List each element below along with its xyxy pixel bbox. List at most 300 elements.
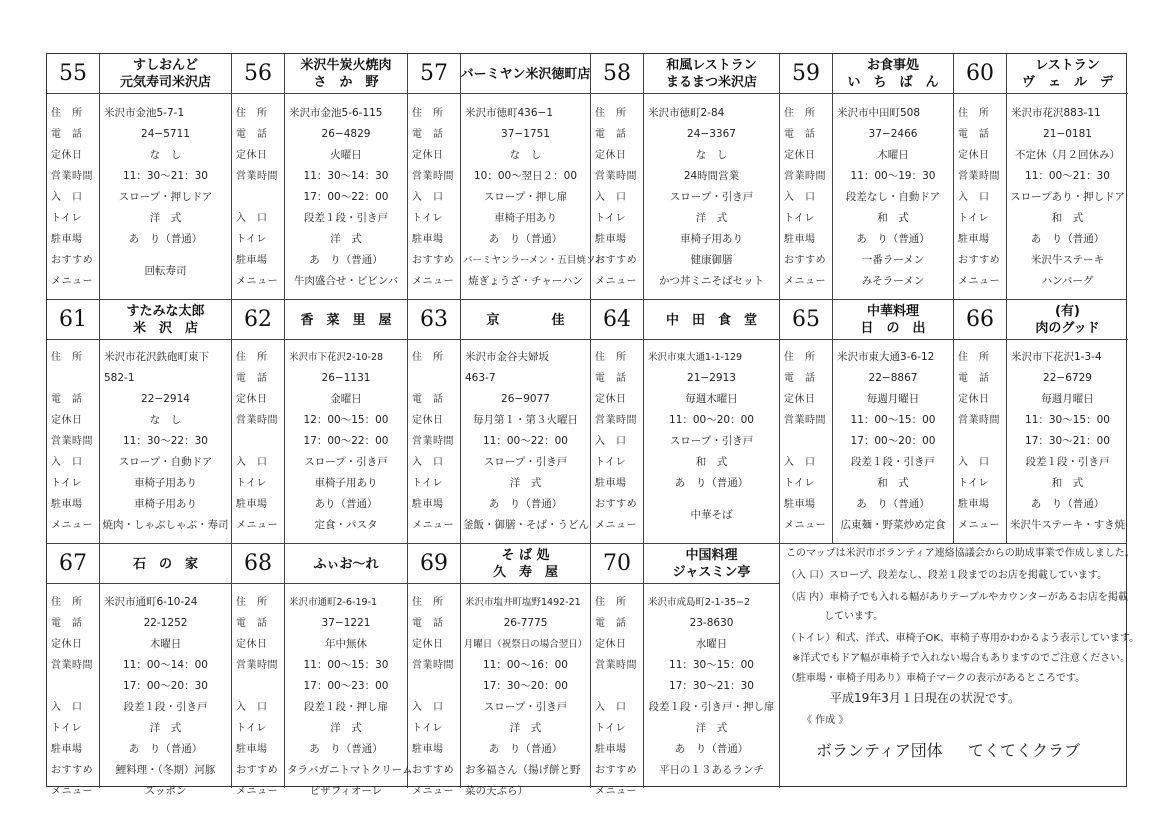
field-value: お多福さん（揚げ餅と野 (465, 764, 581, 776)
field-value: 米沢市徳町436−1 (465, 107, 554, 119)
field-value: 火曜日 (330, 149, 362, 161)
field-value: 米沢市通町6-10-24 (104, 596, 198, 608)
field-label-column (954, 94, 1007, 299)
shop-header (408, 54, 590, 94)
field-label: トイレ (595, 723, 626, 734)
field-value: スロープ・押しドア (118, 191, 213, 203)
field-value-column (833, 94, 953, 299)
field-value-column (833, 340, 953, 543)
shop-name-line: ふぃお〜れ (313, 556, 379, 572)
field-label: おすすめ (236, 765, 279, 776)
field-value: 米沢牛ステーキ・すき焼 (1009, 519, 1126, 531)
shop-name-line: (有) (1055, 304, 1080, 319)
field-value: 健康御膳 (690, 254, 733, 266)
field-value: スロープ・自動ドア (118, 456, 213, 468)
field-label: 営業時間 (51, 660, 93, 671)
shop-header (780, 54, 953, 94)
field-value: あ り（普通） (674, 743, 749, 755)
field-label: おすすめ (595, 765, 638, 776)
field-label: メニュー (236, 786, 278, 797)
field-value: 洋 式 (330, 722, 362, 734)
field-label: 住 所 (412, 108, 444, 119)
field-value: 17：30〜21：30 (669, 680, 754, 692)
shop-number: 62 (232, 300, 285, 340)
field-value: 月曜日（祝祭日の場合翌日） (463, 639, 588, 650)
field-value-column (644, 340, 779, 543)
field-label: 定休日 (958, 150, 990, 161)
field-label: トイレ (51, 478, 82, 489)
field-value: スロープ・引き戸 (483, 456, 568, 468)
field-label-column (780, 94, 833, 299)
field-label-column (591, 94, 644, 299)
field-value: あ り（普通） (309, 254, 383, 266)
field-value: あ り（普通） (128, 233, 203, 245)
field-value: 和 式 (877, 212, 909, 224)
shop-card (232, 54, 408, 299)
field-label: おすすめ (595, 255, 638, 266)
field-value-column (644, 94, 779, 299)
field-value: 洋 式 (149, 722, 182, 734)
field-value: 17：30〜21：00 (1025, 435, 1110, 447)
field-value: 11：00〜19：30 (850, 170, 936, 182)
field-label: トイレ (236, 478, 267, 489)
note-line: ※洋式でもドア幅が車椅子で入れない場合もありますのでご注意ください。 (792, 653, 1131, 664)
field-label: 定休日 (236, 150, 268, 161)
field-label: 入 口 (784, 192, 816, 203)
field-label: おすすめ (595, 499, 638, 510)
field-label: 営業時間 (412, 171, 454, 182)
field-label: メニュー (784, 276, 826, 287)
field-value: あり（普通） (314, 498, 378, 510)
field-label: メニュー (595, 786, 637, 797)
field-label: 入 口 (51, 702, 83, 713)
field-label: 電 話 (412, 618, 444, 629)
field-value-column (100, 94, 231, 299)
field-value: 洋 式 (509, 477, 542, 489)
field-value: 段差１段・引き戸 (304, 212, 388, 224)
shop-number: 59 (780, 54, 833, 94)
field-label: おすすめ (51, 255, 94, 266)
field-value: スロープ・引き戸 (669, 191, 754, 203)
field-value: ハンバーグ (1041, 275, 1094, 287)
field-label: トイレ (958, 478, 989, 489)
shop-name (644, 54, 779, 94)
field-label: 住 所 (412, 352, 444, 363)
field-label: 定休日 (51, 415, 83, 426)
field-value: 11：00〜21：30 (1025, 170, 1110, 182)
field-label: メニュー (51, 276, 93, 287)
shop-number: 56 (232, 54, 285, 94)
shop-header (954, 54, 1128, 94)
shop-card (591, 544, 780, 797)
field-label: 定休日 (784, 150, 816, 161)
field-value: 米沢市下花沢1-3-4 (1011, 351, 1102, 363)
field-value: 洋 式 (509, 722, 542, 734)
field-label: 駐車場 (51, 499, 83, 510)
field-label: 定休日 (51, 639, 83, 650)
shop-card (232, 544, 413, 797)
shop-number: 66 (954, 300, 1007, 340)
field-value: 洋 式 (149, 212, 182, 224)
field-label: メニュー (595, 276, 637, 287)
field-value: 11：00〜15：30 (303, 659, 389, 671)
field-label: 電 話 (412, 394, 444, 405)
field-label: 電 話 (51, 129, 83, 140)
field-value: 582-1 (104, 372, 135, 384)
field-value-column (461, 584, 590, 797)
field-label: 入 口 (958, 457, 990, 468)
shop-name-line: バーミヤン米沢徳町店 (460, 66, 591, 82)
field-label: メニュー (412, 520, 454, 531)
field-label: 定休日 (595, 639, 627, 650)
field-value: 菜の天ぷら） (465, 785, 528, 797)
field-label: 入 口 (236, 213, 268, 224)
field-value-column (461, 94, 605, 299)
field-label-column (232, 94, 285, 299)
field-label: 住 所 (51, 108, 83, 119)
field-value: 不定休（月２回休み） (1015, 149, 1120, 161)
field-label: 入 口 (412, 192, 444, 203)
field-value-column (285, 584, 413, 797)
field-label: 入 口 (51, 457, 83, 468)
shop-number: 55 (47, 54, 100, 94)
field-value: な し (695, 149, 728, 161)
shop-name-line: 久 寿 屋 (492, 565, 558, 580)
field-label: 営業時間 (51, 436, 93, 447)
field-label: 定休日 (595, 150, 627, 161)
field-value: 米沢牛ステーキ (1030, 254, 1105, 266)
field-label: 入 口 (236, 457, 268, 468)
shop-name-line: 米 沢 店 (132, 321, 198, 336)
shop-name-line: 日 の 出 (860, 321, 926, 336)
shop-header (954, 300, 1128, 340)
shop-number: 58 (591, 54, 644, 94)
field-value: 11：00〜14：00 (123, 659, 208, 671)
field-value: 26−1131 (321, 372, 371, 384)
shop-name (461, 54, 590, 94)
field-label: トイレ (412, 213, 443, 224)
shop-number: 60 (954, 54, 1007, 94)
field-label: 電 話 (51, 394, 83, 405)
shop-header (232, 544, 407, 584)
shop-number: 63 (408, 300, 461, 340)
shop-name-line: ヴ ェ ル デ (1021, 75, 1113, 90)
notes-panel (770, 544, 1140, 788)
field-label: 住 所 (51, 352, 83, 363)
field-value: 車椅子用あり (680, 233, 743, 245)
field-label: 入 口 (595, 192, 627, 203)
field-value: 毎週月曜日 (866, 393, 920, 405)
field-value: みそラーメン (861, 275, 925, 287)
field-value: 米沢市通町2-6-19-1 (289, 597, 378, 608)
field-value: 21−2913 (687, 372, 736, 384)
field-value: 37−1221 (321, 617, 371, 629)
field-label: 住 所 (784, 108, 816, 119)
shop-header (232, 300, 407, 340)
field-label (780, 431, 832, 452)
field-value: 洋 式 (330, 233, 362, 245)
field-value: 24−5711 (141, 128, 190, 140)
field-label-column (232, 584, 285, 797)
field-label: 定休日 (236, 639, 268, 650)
field-value: 11：30〜15：00 (1025, 414, 1110, 426)
shop-number: 64 (591, 300, 644, 340)
field-value: あ り（普通） (856, 498, 930, 510)
field-label: 駐車場 (595, 744, 627, 755)
shop-name-line: 中華料理 (866, 304, 919, 319)
field-label: 入 口 (412, 702, 444, 713)
field-value: あ り（普通） (856, 233, 930, 245)
field-value: 和 式 (1051, 477, 1084, 489)
field-label-column (47, 94, 100, 299)
field-value: 11：30〜15：00 (669, 659, 754, 671)
shop-name (285, 54, 407, 94)
shop-name (285, 300, 407, 340)
field-value: 11：30〜14：30 (303, 170, 389, 182)
field-value: 17：00〜20：00 (850, 435, 936, 447)
shop-number: 61 (47, 300, 100, 340)
field-value: 17：00〜22：00 (303, 435, 389, 447)
field-label: メニュー (412, 786, 454, 797)
field-value: 37−2466 (868, 128, 918, 140)
shop-name-line: お食事処 (866, 58, 919, 73)
field-value: 24−3367 (687, 128, 736, 140)
field-value: 463-7 (465, 372, 496, 384)
field-value: 年中無休 (325, 638, 367, 650)
field-label: メニュー (958, 276, 1000, 287)
field-value: 米沢市花沢鉄砲町東下 (104, 351, 209, 363)
field-label: 電 話 (595, 373, 627, 384)
field-label: 住 所 (595, 597, 627, 608)
field-value: 11：00〜22：00 (483, 435, 568, 447)
field-value: 11：30〜22：30 (123, 435, 208, 447)
field-label: おすすめ (784, 255, 827, 266)
field-label: おすすめ (412, 255, 455, 266)
field-label: 営業時間 (412, 660, 454, 671)
field-label: 営業時間 (958, 171, 1000, 182)
shop-header (780, 300, 953, 340)
shop-card (780, 54, 954, 299)
field-label: メニュー (784, 520, 826, 531)
field-label: 営業時間 (784, 171, 826, 182)
field-value: 車椅子用あり (494, 212, 557, 224)
shop-name-line: そ ば 処 (501, 548, 550, 563)
field-value: スッポン (144, 785, 187, 797)
field-label-column (780, 340, 833, 543)
field-label: トイレ (236, 723, 267, 734)
field-label (591, 676, 643, 697)
field-value: 米沢市金谷夫婦坂 (465, 351, 549, 363)
field-label (47, 676, 99, 697)
field-label: 営業時間 (412, 436, 454, 447)
field-value-column (461, 340, 590, 543)
shop-name-line: 米沢牛炭火焼肉 (300, 58, 392, 73)
field-value: スロープ・押し扉 (483, 191, 568, 203)
field-label: 駐車場 (784, 234, 816, 245)
field-value: な し (149, 149, 182, 161)
shop-header (591, 300, 779, 340)
shop-header (47, 54, 231, 94)
shop-number: 70 (591, 544, 644, 584)
field-label: 電 話 (958, 129, 990, 140)
field-value: 鯉料理・（冬期）河豚 (115, 764, 216, 776)
field-label: 電 話 (958, 373, 990, 384)
field-label: おすすめ (958, 255, 1001, 266)
field-label: 入 口 (51, 192, 83, 203)
shop-name (833, 300, 953, 340)
field-value: 木曜日 (149, 638, 182, 650)
field-label (232, 431, 284, 452)
shop-header (47, 544, 231, 584)
shop-name-line: 和風レストラン (666, 58, 757, 73)
shop-header (591, 54, 779, 94)
credit-organization: ボランティア団体 (816, 741, 943, 760)
field-label: 入 口 (595, 436, 627, 447)
shop-name-line: ジャスミン亭 (672, 565, 751, 580)
field-value: 11：00〜20：00 (669, 414, 754, 426)
field-label: 駐車場 (236, 744, 268, 755)
field-label: 駐車場 (236, 255, 268, 266)
field-label: メニュー (412, 276, 454, 287)
field-value: 釜飯・御膳・そば・うどん (463, 519, 589, 531)
field-value: 段差１段・引き戸・押し扉 (648, 701, 775, 713)
field-value: あ り（普通） (488, 498, 563, 510)
shop-name-line: まるまつ米沢店 (665, 75, 757, 90)
field-label: 電 話 (51, 618, 83, 629)
field-label: 営業時間 (236, 415, 278, 426)
field-value: 22-1252 (143, 617, 188, 629)
field-value: 焼ぎょうざ・チャーハン (468, 275, 583, 287)
field-label: 駐車場 (595, 478, 627, 489)
field-label: メニュー (51, 520, 93, 531)
shop-number: 67 (47, 544, 100, 584)
note-line: 平成19年3月１日現在の状況です。 (830, 691, 1020, 705)
field-label: メニュー (236, 276, 278, 287)
shop-header (47, 300, 231, 340)
field-label: 営業時間 (595, 171, 637, 182)
field-label-column (408, 340, 461, 543)
field-label: 入 口 (958, 192, 990, 203)
field-value: 11：00〜15：00 (850, 414, 936, 426)
field-value: 中華そば (690, 508, 733, 521)
field-value: かつ丼ミニそばセット (659, 275, 764, 287)
field-label-column (954, 340, 1007, 543)
field-value: あ り（普通） (128, 743, 203, 755)
field-value: 牛肉盛合せ・ビビンバ (293, 275, 399, 287)
field-label: トイレ (784, 478, 815, 489)
field-value: 洋 式 (695, 722, 728, 734)
field-value: 米沢市中田町508 (837, 107, 921, 119)
shop-name-line: 中 田 食 堂 (665, 312, 757, 328)
field-label: 駐車場 (412, 499, 444, 510)
shop-name-line: 京 佳 (486, 312, 565, 328)
field-label: 定休日 (236, 394, 268, 405)
field-value: 米沢市徳町2-84 (648, 107, 725, 119)
shop-name-line: すたみな太郎 (126, 304, 205, 319)
shop-name-line: レストラン (1035, 58, 1100, 73)
shop-card (591, 300, 780, 543)
shop-name-line: 中国料理 (685, 548, 738, 563)
field-label: 入 口 (236, 702, 268, 713)
field-value: 水曜日 (695, 638, 728, 650)
field-label: メニュー (51, 786, 93, 797)
field-label-column (408, 584, 461, 797)
field-label: トイレ (51, 213, 82, 224)
field-value (644, 781, 779, 802)
field-label: 電 話 (236, 373, 268, 384)
field-value: あ り（普通） (309, 743, 383, 755)
field-value: ピザフィオーレ (309, 785, 383, 797)
field-value: 焼肉・しゃぶしゃぶ・寿司 (102, 519, 229, 531)
field-label: トイレ (51, 723, 82, 734)
field-value: 21−0181 (1043, 128, 1092, 140)
field-label: トイレ (958, 213, 989, 224)
field-value: 段差１段・引き戸 (1025, 456, 1110, 468)
field-value: 毎月第１・第３火曜日 (473, 414, 578, 426)
field-label: トイレ (236, 234, 267, 245)
field-value: あ り（普通） (488, 233, 563, 245)
shop-card (954, 54, 1128, 299)
field-label: 定休日 (784, 394, 816, 405)
field-label: 住 所 (236, 108, 268, 119)
field-label: 電 話 (236, 129, 268, 140)
field-label: 営業時間 (595, 415, 637, 426)
field-label: トイレ (595, 213, 626, 224)
field-value: 回転寿司 (144, 264, 187, 277)
shop-name-line: い ち ば ん (847, 75, 939, 90)
field-label: 住 所 (595, 108, 627, 119)
field-value: 17：30〜20：00 (483, 680, 568, 692)
field-value: 段差なし・自動ドア (845, 191, 941, 203)
shop-name-line: 元気寿司米沢店 (119, 75, 211, 90)
field-value: スロープあり・押しドア (1010, 191, 1125, 203)
field-label: 駐車場 (412, 234, 444, 245)
shop-header (408, 300, 590, 340)
field-value: 木曜日 (877, 149, 909, 161)
shop-header (408, 544, 590, 584)
field-label: メニュー (236, 520, 278, 531)
field-label: 駐車場 (958, 234, 990, 245)
field-label: 住 所 (784, 352, 816, 363)
field-value: 米沢市塩井町塩野1492-21 (465, 597, 581, 608)
shop-number: 68 (232, 544, 285, 584)
field-label (954, 431, 1006, 452)
field-value: 23-8630 (689, 617, 734, 629)
shop-name (644, 544, 779, 584)
field-value: な し (509, 149, 542, 161)
field-label: 定休日 (958, 394, 990, 405)
table-row (47, 544, 1140, 797)
field-value: あ り（普通） (1030, 498, 1105, 510)
field-value: 12：00〜15：00 (303, 414, 389, 426)
field-value: 米沢市金池5-6-115 (289, 107, 383, 119)
field-value-column (100, 340, 231, 543)
field-label: 営業時間 (595, 660, 637, 671)
field-label: 定休日 (412, 639, 444, 650)
restaurant-accessibility-table (46, 53, 1140, 797)
shop-name-line: 香 菜 里 屋 (300, 312, 392, 328)
field-label: 住 所 (958, 352, 990, 363)
field-value: 米沢市東大通3-6-12 (837, 351, 935, 363)
field-value: 和 式 (877, 477, 909, 489)
field-label: 駐車場 (236, 499, 268, 510)
field-value: 37−1751 (501, 128, 550, 140)
note-line: このマップは米沢市ボランティア連絡協議会からの助成事業で作成しました。 (786, 548, 1135, 559)
field-value: 24時間営業 (683, 170, 740, 182)
shop-name (461, 300, 590, 340)
shop-header (232, 54, 407, 94)
shop-card (232, 300, 408, 543)
